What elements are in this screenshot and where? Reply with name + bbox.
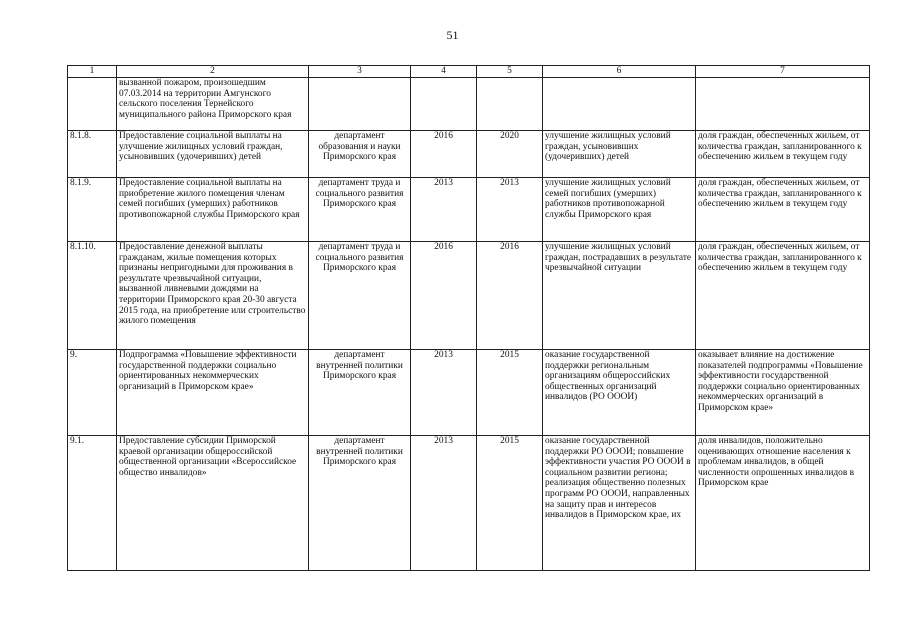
row-number: 8.1.10. (68, 242, 117, 350)
start-year: 2013 (411, 350, 477, 436)
end-year (477, 78, 543, 131)
indicator: доля граждан, обеспеченных жильем, от количества граждан, запланированного к обеспечению жильем в текущем году (696, 178, 870, 242)
measure-name: Предоставление субсидии Приморской краевой организации общероссийской общественной организации «Всероссийское общество инвалидов» (117, 436, 309, 571)
table-header-row (68, 66, 870, 78)
column-header: 2 (117, 66, 309, 78)
expected-result: оказание государственной поддержки РО ОООИ; повышение эффективности участия РО ОООИ в социальном развитии региона; реализация общественно полезных программ РО ОООИ, направленных на защиту прав и интересов инвалидов в Приморском крае, их (543, 436, 696, 571)
measure-name: Предоставление социальной выплаты на улучшение жилищных условий граждан, усыновивших (удочеривших) детей (117, 131, 309, 178)
indicator: оказывает влияние на достижение показателей подпрограммы «Повышение эффективности государственной поддержки социально ориентированных некоммерческих организаций в Приморском крае» (696, 350, 870, 436)
row-number (68, 78, 117, 131)
start-year: 2016 (411, 242, 477, 350)
row-number: 8.1.9. (68, 178, 117, 242)
start-year: 2013 (411, 178, 477, 242)
row-number: 9. (68, 350, 117, 436)
expected-result: улучшение жилищных условий семей погибших (умерших) работников противопожарной службы Приморского края (543, 178, 696, 242)
expected-result (543, 78, 696, 131)
expected-result: оказание государственной поддержки региональным организациям общероссийских общественных организаций инвалидов (РО ОООИ) (543, 350, 696, 436)
page-number: 51 (446, 28, 459, 42)
start-year: 2016 (411, 131, 477, 178)
end-year: 2013 (477, 178, 543, 242)
executor: департамент труда и социального развития Приморского края (309, 242, 411, 350)
table-row (68, 436, 870, 571)
start-year: 2013 (411, 436, 477, 571)
end-year: 2015 (477, 350, 543, 436)
program-table (67, 65, 870, 571)
end-year: 2020 (477, 131, 543, 178)
end-year: 2016 (477, 242, 543, 350)
expected-result: улучшение жилищных условий граждан, усыновивших (удочеривших) детей (543, 131, 696, 178)
row-number: 8.1.8. (68, 131, 117, 178)
column-header: 7 (696, 66, 870, 78)
executor: департамент внутренней политики Приморского края (309, 350, 411, 436)
column-header: 1 (68, 66, 117, 78)
measure-name: Предоставление денежной выплаты гражданам, жилые помещения которых признаны непригодными для проживания в результате чрезвычайной ситуации, вызванной ливневыми дождями на территории Приморского края 20-30 августа 2015 года, на приобретение или строительство жилого помещения (117, 242, 309, 350)
column-header: 6 (543, 66, 696, 78)
executor (309, 78, 411, 131)
executor: департамент труда и социального развития Приморского края (309, 178, 411, 242)
table-row (68, 178, 870, 242)
indicator (696, 78, 870, 131)
start-year (411, 78, 477, 131)
executor: департамент внутренней политики Приморского края (309, 436, 411, 571)
table-row (68, 242, 870, 350)
indicator: доля инвалидов, положительно оценивающих отношение населения к проблемам инвалидов, в общей численности опрошенных инвалидов в Приморском крае (696, 436, 870, 571)
column-header: 5 (477, 66, 543, 78)
executor: департамент образования и науки Приморского края (309, 131, 411, 178)
column-header: 3 (309, 66, 411, 78)
table-row (68, 350, 870, 436)
indicator: доля граждан, обеспеченных жильем, от количества граждан, запланированного к обеспечению жильем в текущем году (696, 242, 870, 350)
column-header: 4 (411, 66, 477, 78)
table-row (68, 131, 870, 178)
table-row (68, 78, 870, 131)
end-year: 2015 (477, 436, 543, 571)
indicator: доля граждан, обеспеченных жильем, от количества граждан, запланированного к обеспечению жильем в текущем году (696, 131, 870, 178)
measure-name: Предоставление социальной выплаты на приобретение жилого помещения членам семей погибших (умерших) работников противопожарной службы Приморского края (117, 178, 309, 242)
row-number: 9.1. (68, 436, 117, 571)
expected-result: улучшение жилищных условий граждан, пострадавших в результате чрезвычайной ситуации (543, 242, 696, 350)
measure-name: Подпрограмма «Повышение эффективности государственной поддержки социально ориентированных некоммерческих организаций в Приморском крае» (117, 350, 309, 436)
measure-name: вызванной пожаром, произошедшим 07.03.2014 на территории Амгунского сельского поселения Тернейского муниципального района Приморского края (117, 78, 309, 131)
